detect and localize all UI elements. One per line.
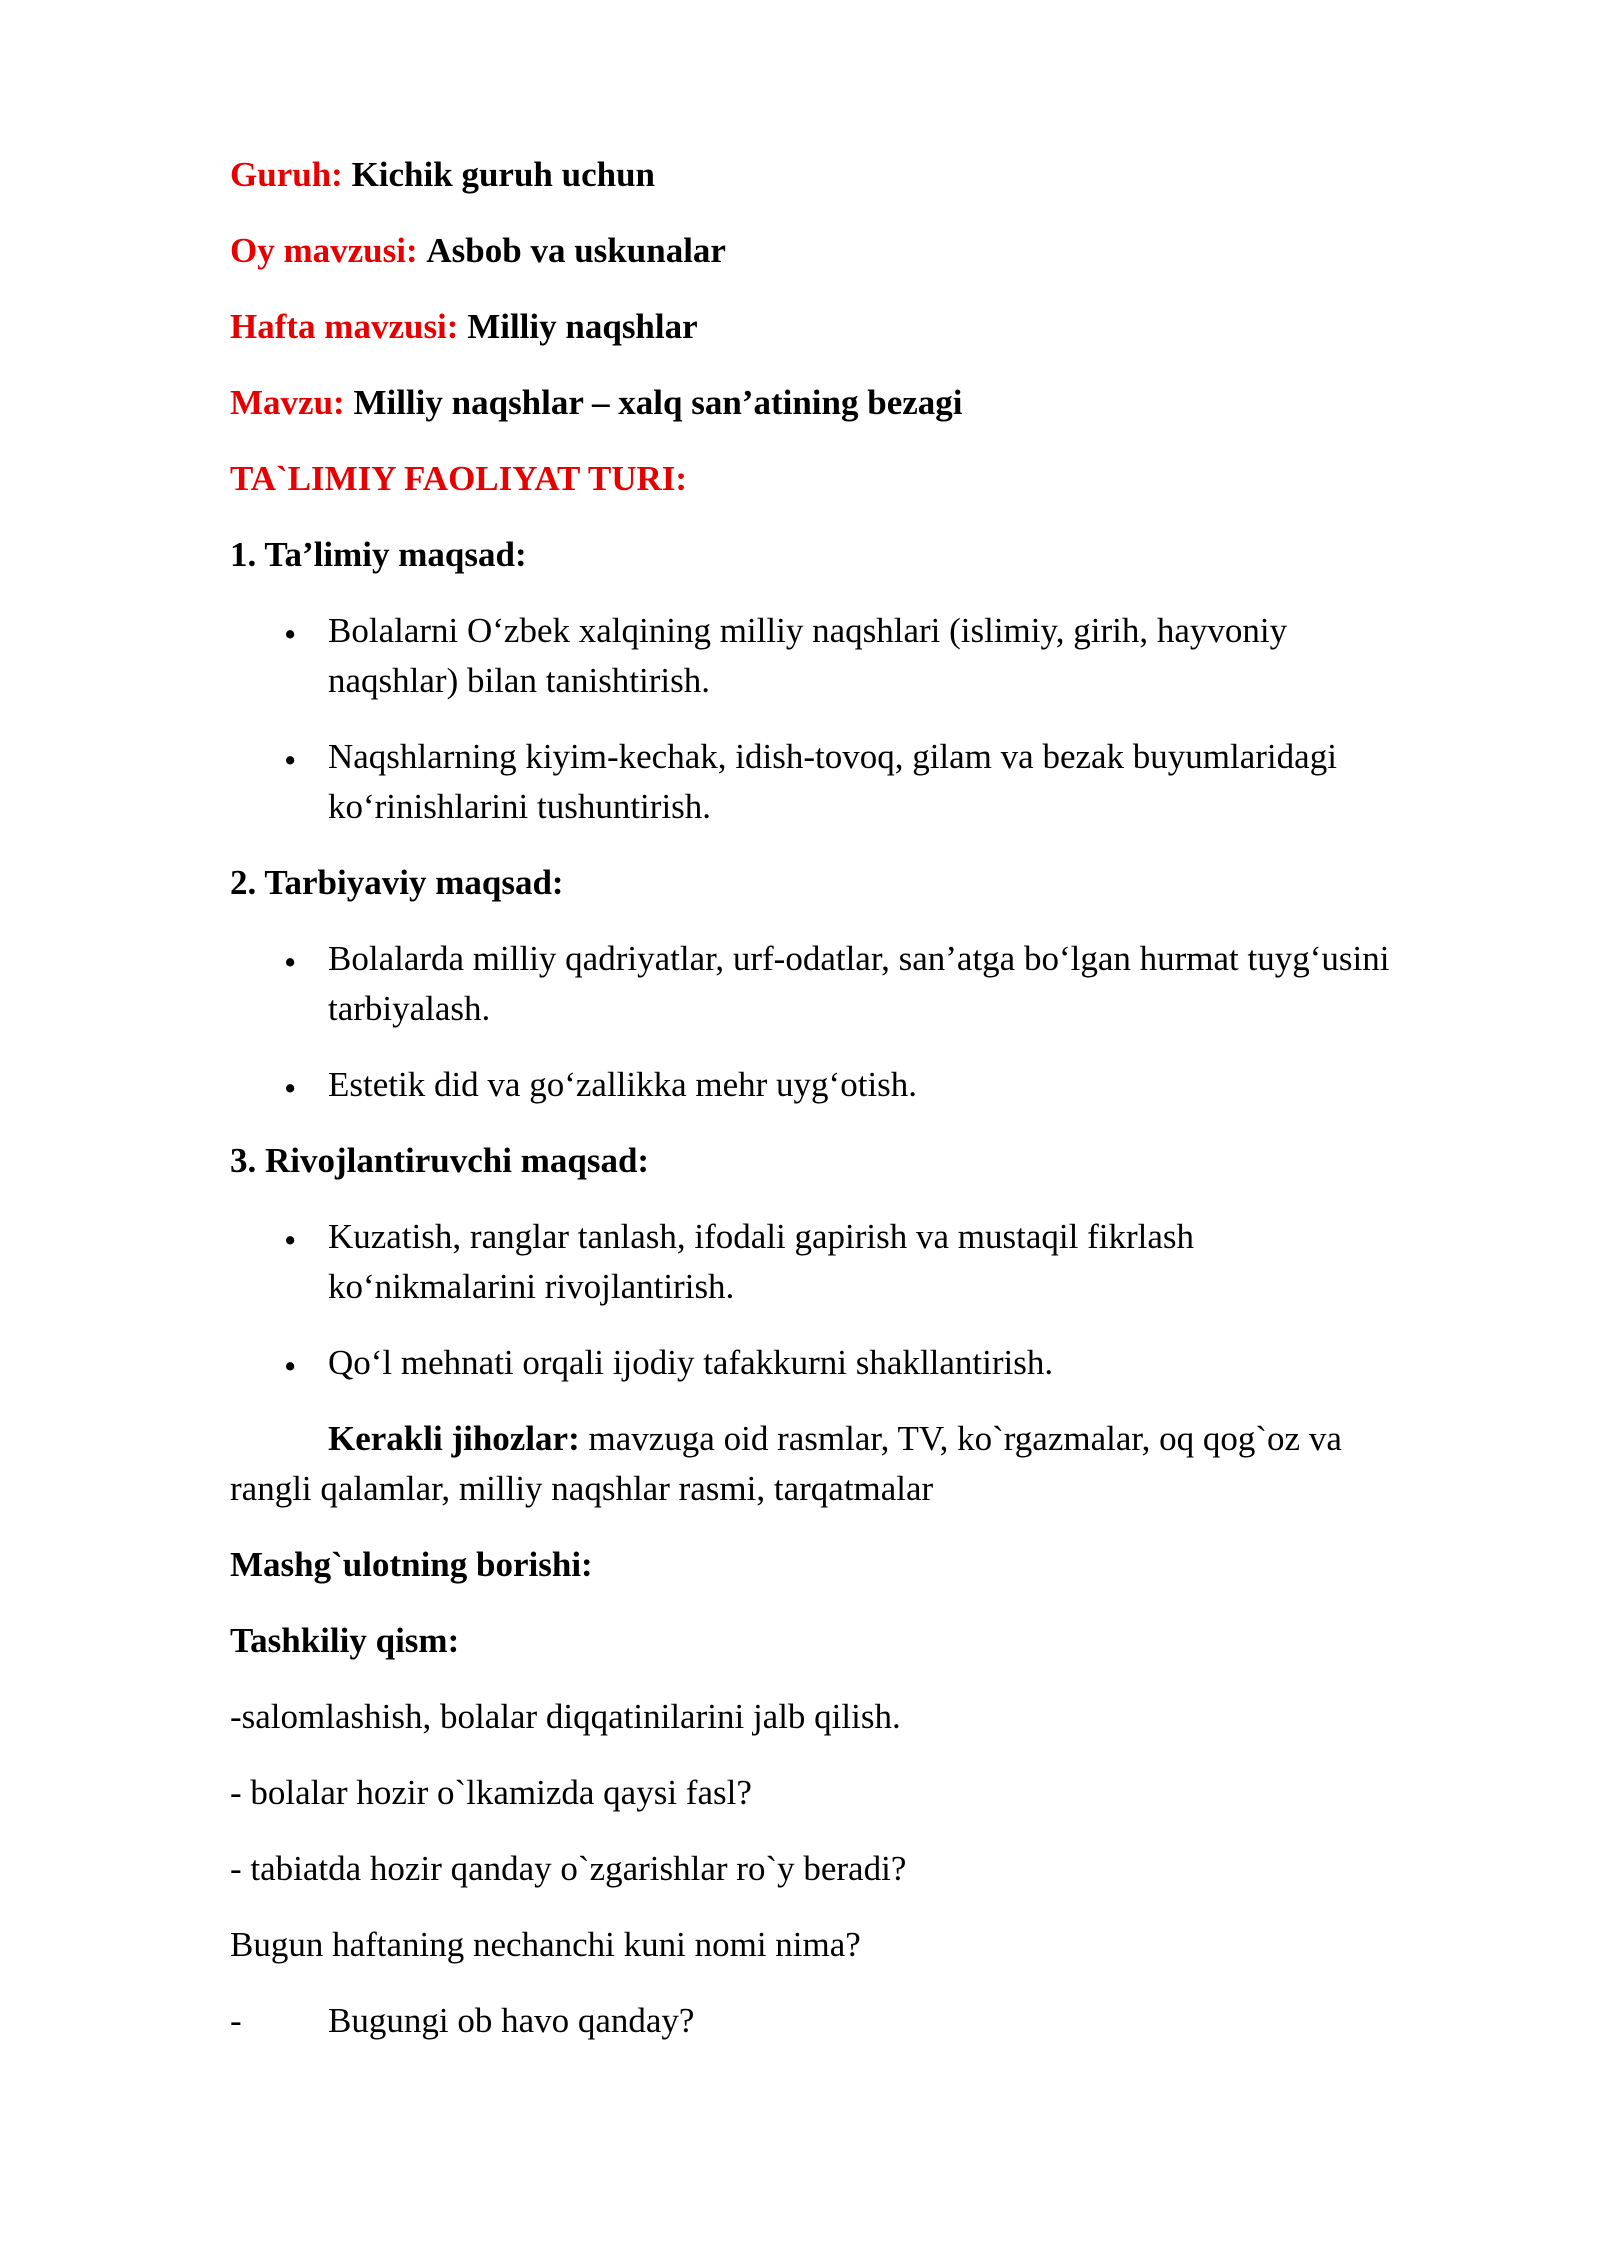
month-topic-line	[230, 226, 726, 276]
topic-value: Milliy naqshlar – xalq san’atining bezagi	[353, 383, 963, 422]
group-value: Kichik guruh uchun	[351, 155, 656, 194]
bullet-icon: •	[284, 943, 297, 982]
procedure-line-1: -salomlashish, bolalar diqqatinilarini jalb qilish.	[230, 1697, 901, 1736]
procedure-line-2: - bolalar hozir o`lkamizda qaysi fasl?	[230, 1773, 752, 1812]
organizational-part-heading: Tashkiliy qism:	[230, 1621, 460, 1660]
procedure-line-4: Bugun haftaning nechanchi kuni nomi nima?	[230, 1925, 861, 1964]
week-topic-value: Milliy naqshlar	[467, 307, 698, 346]
goal-3-item-2-line-1: Qo‘l mehnati orqali ijodiy tafakkurni shakllantirish.	[328, 1343, 1054, 1382]
equipment-label: Kerakli jihozlar:	[328, 1419, 580, 1458]
procedure-heading: Mashg`ulotning borishi:	[230, 1545, 593, 1584]
equipment-line-1	[328, 1414, 1342, 1464]
goal-2-item-2-line-1: Estetik did va go‘zallikka mehr uyg‘otish.	[328, 1065, 918, 1104]
bullet-icon: •	[284, 1069, 297, 1108]
group-label: Guruh:	[230, 155, 343, 194]
bullet-icon: •	[284, 1347, 297, 1386]
goal-heading-2: 2. Tarbiyaviy maqsad:	[230, 863, 564, 902]
goal-heading-1: 1. Ta’limiy maqsad:	[230, 535, 527, 574]
month-topic-label: Oy mavzusi:	[230, 231, 418, 270]
topic-label: Mavzu:	[230, 383, 345, 422]
goal-heading-3: 3. Rivojlantiruvchi maqsad:	[230, 1141, 650, 1180]
procedure-line-3: - tabiatda hozir qanday o`zgarishlar ro`y beradi?	[230, 1849, 907, 1888]
activity-type-heading: TA`LIMIY FAOLIYAT TURI:	[230, 459, 688, 498]
group-line	[230, 150, 655, 200]
goal-1-item-1-line-2: naqshlar) bilan tanishtirish.	[328, 661, 711, 700]
goal-2-item-1-line-2: tarbiyalash.	[328, 989, 491, 1028]
goal-3-item-1-line-1: Kuzatish, ranglar tanlash, ifodali gapirish va mustaqil fikrlash	[328, 1217, 1195, 1256]
bullet-icon: •	[284, 741, 297, 780]
goal-1-item-2-line-2: ko‘rinishlarini tushuntirish.	[328, 787, 712, 826]
goal-3-item-1-line-2: ko‘nikmalarini rivojlantirish.	[328, 1267, 735, 1306]
bullet-icon: •	[284, 615, 297, 654]
equipment-line-2: rangli qalamlar, milliy naqshlar rasmi, tarqatmalar	[230, 1469, 934, 1508]
goal-1-item-1-line-1: Bolalarni O‘zbek xalqining milliy naqshlari (islimiy, girih, hayvoniy	[328, 611, 1288, 650]
bullet-icon: •	[284, 1221, 297, 1260]
goal-2-item-1-line-1: Bolalarda milliy qadriyatlar, urf-odatlar, san’atga bo‘lgan hurmat tuyg‘usini	[328, 939, 1390, 978]
procedure-line-5: Bugungi ob havo qanday?	[328, 2001, 695, 2040]
topic-line	[230, 378, 963, 428]
equipment-text-1: mavzuga oid rasmlar, TV, ko`rgazmalar, oq qog`oz va	[579, 1419, 1342, 1458]
week-topic-label: Hafta mavzusi:	[230, 307, 459, 346]
month-topic-value: Asbob va uskunalar	[426, 231, 726, 270]
dash-marker: -	[230, 2001, 242, 2040]
week-topic-line	[230, 302, 698, 352]
goal-1-item-2-line-1: Naqshlarning kiyim-kechak, idish-tovoq, gilam va bezak buyumlaridagi	[328, 737, 1337, 776]
